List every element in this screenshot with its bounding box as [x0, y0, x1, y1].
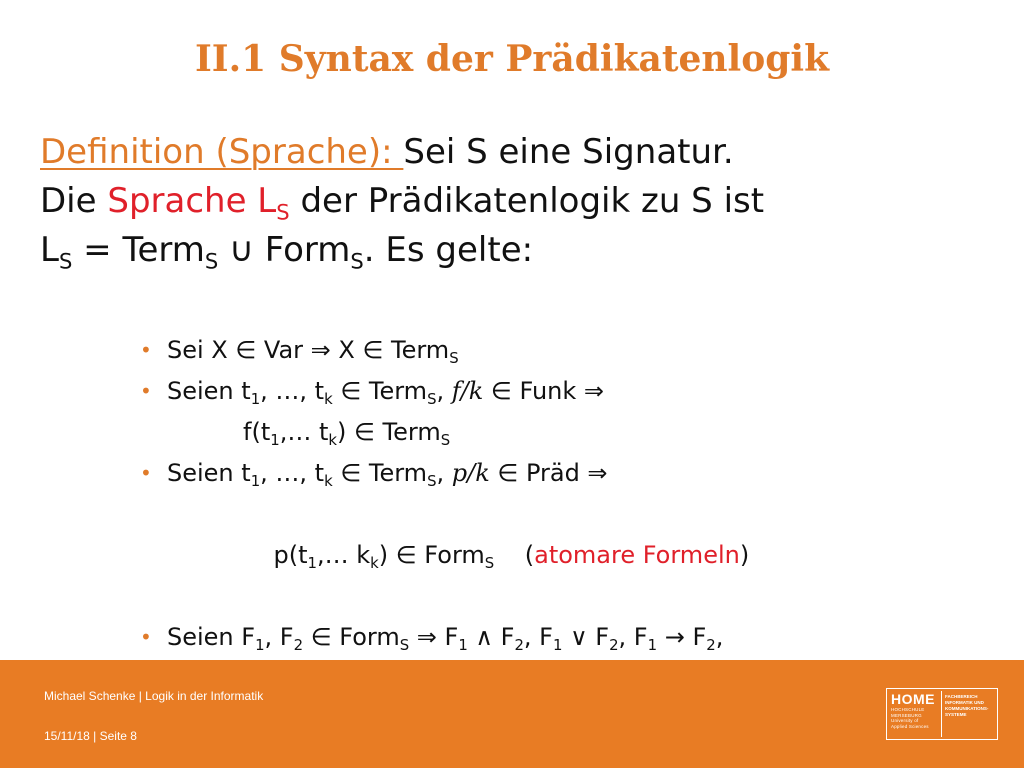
sprache-highlight-text: Sprache L	[107, 181, 277, 221]
bullet-icon: •	[140, 461, 152, 485]
slide-title: II.1 Syntax der Prädikatenlogik	[194, 38, 830, 80]
def-line3-end: . Es gelte:	[363, 230, 534, 270]
subscript: 2	[706, 636, 716, 655]
rule-predicate	[140, 453, 1000, 494]
rule-function-term	[140, 371, 1000, 412]
definition-label: Definition (Sprache):	[40, 132, 404, 172]
university-logo	[886, 688, 998, 740]
def-line3-eq: = Term	[72, 230, 205, 270]
rule-text: ) ∈ Term	[337, 418, 441, 446]
subscript: 2	[609, 636, 619, 655]
function-symbol: f/k	[451, 377, 484, 405]
subscript: 2	[293, 636, 304, 655]
ls-subscript: S	[58, 248, 73, 274]
footer-date-page: 15/11/18 | Seite 8	[44, 729, 137, 743]
rule-connectives	[140, 617, 1000, 658]
def-line3-union: ∪ Form	[218, 230, 351, 270]
term-subscript: S	[204, 248, 219, 274]
rule-text: (	[494, 541, 535, 569]
definition-text: Sei S eine Signatur.	[403, 132, 734, 172]
rule-text: ∈ Präd ⇒	[489, 459, 608, 487]
def-line2-prefix: Die	[40, 181, 108, 221]
sprache-subscript: S	[276, 199, 290, 225]
definition-line-2	[40, 177, 1000, 226]
rule-text: ∈ Funk ⇒	[483, 377, 605, 405]
logo-subtext: MERSEBURG	[891, 712, 922, 718]
rule-text: , F	[523, 623, 553, 651]
rule-text: , F	[618, 623, 648, 651]
rule-text: , F	[264, 623, 294, 651]
subscript: 1	[307, 554, 317, 573]
footer-author-course: Michael Schenke | Logik in der Informatik	[44, 689, 264, 703]
sprache-highlight	[107, 181, 290, 225]
logo-home-block	[891, 692, 939, 729]
rule-text: ∧ F	[467, 623, 515, 651]
subscript: S	[484, 554, 495, 573]
footer-bar	[0, 660, 1024, 768]
rule-text: , …, t	[260, 459, 325, 487]
subscript: 1	[552, 636, 563, 655]
subscript: 2	[514, 636, 524, 655]
rule-text: Sei X ∈ Var ⇒ X ∈ Term	[167, 336, 450, 364]
rule-text: ∈ Term	[332, 377, 428, 405]
subscript: 1	[255, 636, 265, 655]
predicate-symbol: p/k	[451, 459, 490, 487]
rule-function-term-cont	[140, 412, 1000, 453]
rule-text: ,	[436, 459, 452, 487]
atomic-formulas-highlight: atomare Formeln	[534, 541, 740, 569]
logo-department-text: KOMMUNIKATIONS-	[945, 706, 989, 711]
subscript: S	[449, 349, 459, 368]
subscript: k	[324, 390, 333, 409]
logo-department-block	[945, 694, 995, 718]
form-subscript: S	[350, 248, 364, 274]
rule-text: ∈ Form	[303, 623, 400, 651]
definition-line-3	[40, 226, 1000, 275]
subscript: 1	[647, 636, 658, 655]
logo-home-text: HOME	[891, 691, 935, 707]
subscript: k	[370, 554, 379, 573]
rule-text: ⇒ F	[409, 623, 459, 651]
subscript: 1	[250, 390, 261, 409]
def-line2-suffix: der Prädikatenlogik zu S ist	[289, 181, 765, 221]
subscript: k	[328, 431, 337, 450]
rule-text: ,… t	[279, 418, 329, 446]
rule-text: f(t	[243, 418, 271, 446]
definition-block	[40, 128, 1000, 275]
logo-department-text: INFORMATIK UND	[945, 700, 984, 705]
logo-department-text: FACHBEREICH	[945, 694, 978, 699]
subscript: S	[427, 472, 437, 491]
logo-department-text: SYSTEME	[945, 712, 967, 717]
logo-subtext: Applied Sciences	[891, 723, 929, 729]
bullet-icon: •	[140, 625, 152, 649]
rule-text: ) ∈ Form	[378, 541, 485, 569]
rule-text: → F	[657, 623, 707, 651]
logo-subtext: HOCHSCHULE	[891, 707, 925, 712]
rule-text: ,	[715, 623, 724, 651]
rule-predicate-cont	[140, 494, 1000, 617]
rule-text: Seien t	[167, 377, 251, 405]
rule-text: Seien t	[167, 459, 251, 487]
subscript: S	[440, 431, 451, 450]
rule-text: ,	[436, 377, 452, 405]
logo-subtext: University of	[891, 718, 919, 723]
subscript: 1	[250, 472, 261, 491]
rule-text: , …, t	[260, 377, 325, 405]
subscript: k	[324, 472, 333, 491]
subscript: S	[399, 636, 410, 655]
rule-text: )	[739, 541, 750, 569]
definition-line-1	[40, 128, 1000, 177]
bullet-icon: •	[140, 379, 152, 403]
rule-text: ∨ F	[562, 623, 610, 651]
subscript: S	[427, 390, 437, 409]
rule-text: ,… k	[317, 541, 371, 569]
subscript: 1	[270, 431, 280, 450]
ls-symbol: L	[40, 230, 59, 270]
subscript: 1	[458, 636, 468, 655]
rule-variable	[140, 330, 1000, 371]
rule-text: p(t	[273, 541, 308, 569]
rule-text: Seien F	[167, 623, 256, 651]
logo-divider	[941, 691, 942, 737]
bullet-icon: •	[140, 338, 152, 362]
rule-text: ∈ Term	[332, 459, 428, 487]
